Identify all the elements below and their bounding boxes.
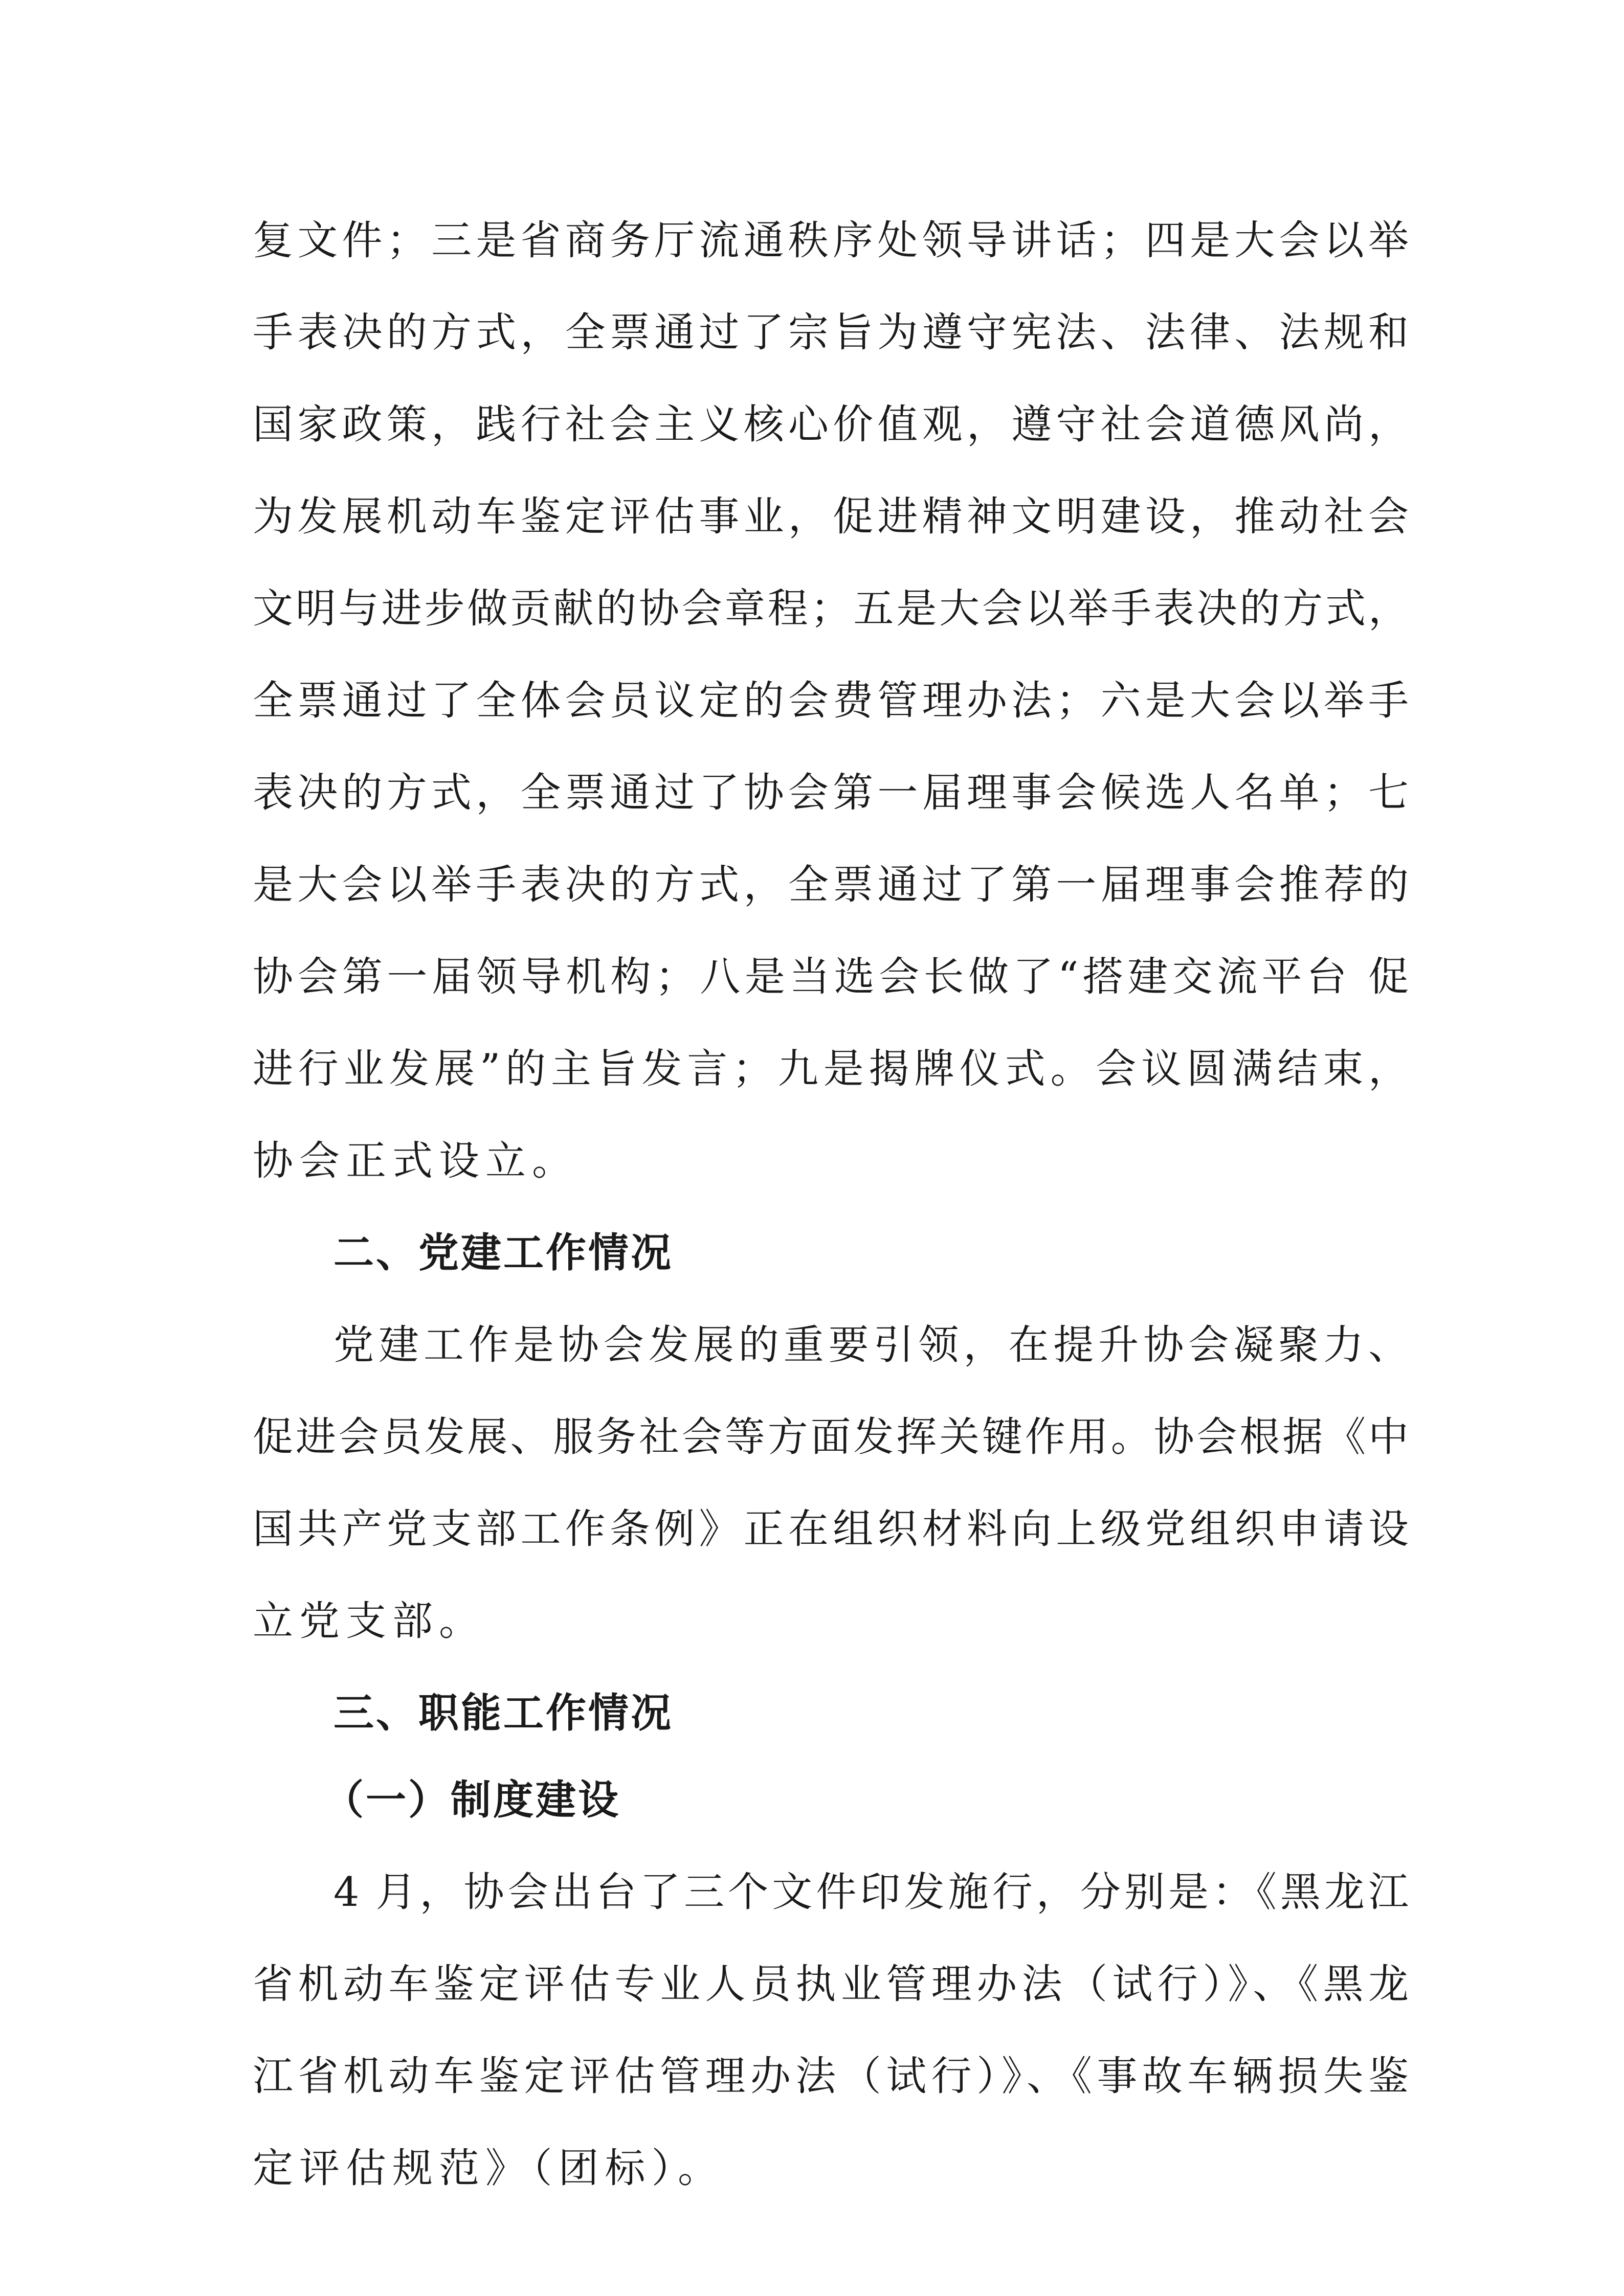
paragraph-line: 定评估规范》（团标）。 xyxy=(253,2145,724,2192)
paragraph-line: 为发展机动车鉴定评估事业，促进精神文明建设，推动社会 xyxy=(253,493,1409,540)
paragraph-line: 立党支部。 xyxy=(253,1597,485,1645)
paragraph-line: 促进会员发展、服务社会等方面发挥关键作用。协会根据《中 xyxy=(253,1413,1409,1460)
paragraph-line: 协会正式设立。 xyxy=(253,1137,579,1184)
paragraph-line: 党建工作是协会发展的重要引领，在提升协会凝聚力、 xyxy=(333,1321,1409,1368)
subsection-heading-system-building: （一）制度建设 xyxy=(323,1776,620,1824)
paragraph-line: 国共产党支部工作条例》正在组织材料向上级党组织申请设 xyxy=(253,1505,1409,1552)
paragraph-line: 进行业发展”的主旨发言；九是揭牌仪式。会议圆满结束， xyxy=(253,1045,1409,1092)
paragraph-line: 是大会以举手表决的方式，全票通过了第一届理事会推荐的 xyxy=(253,861,1409,908)
paragraph-line: 手表决的方式，全票通过了宗旨为遵守宪法、法律、法规和 xyxy=(253,309,1409,356)
paragraph-line: 协会第一届领导机构；八是当选会长做了“搭建交流平台 促 xyxy=(253,953,1409,1000)
paragraph-line: 文明与进步做贡献的协会章程；五是大会以举手表决的方式， xyxy=(253,585,1409,632)
paragraph-line: 全票通过了全体会员议定的会费管理办法；六是大会以举手 xyxy=(253,677,1409,724)
section-heading-functional-work: 三、职能工作情况 xyxy=(333,1690,673,1737)
paragraph-line: 4 月，协会出台了三个文件印发施行，分别是：《黑龙江 xyxy=(333,1869,1409,1916)
paragraph-line: 省机动车鉴定评估专业人员执业管理办法（试行）》、《黑龙 xyxy=(253,1961,1409,2008)
paragraph-line: 国家政策，践行社会主义核心价值观，遵守社会道德风尚， xyxy=(253,401,1409,448)
paragraph-line: 表决的方式，全票通过了协会第一届理事会候选人名单；七 xyxy=(253,769,1409,816)
paragraph-line: 江省机动车鉴定评估管理办法（试行）》、《事故车辆损失鉴 xyxy=(253,2053,1409,2100)
paragraph-line: 复文件；三是省商务厅流通秩序处领导讲话；四是大会以举 xyxy=(253,217,1409,264)
section-heading-party-building: 二、党建工作情况 xyxy=(333,1229,673,1276)
